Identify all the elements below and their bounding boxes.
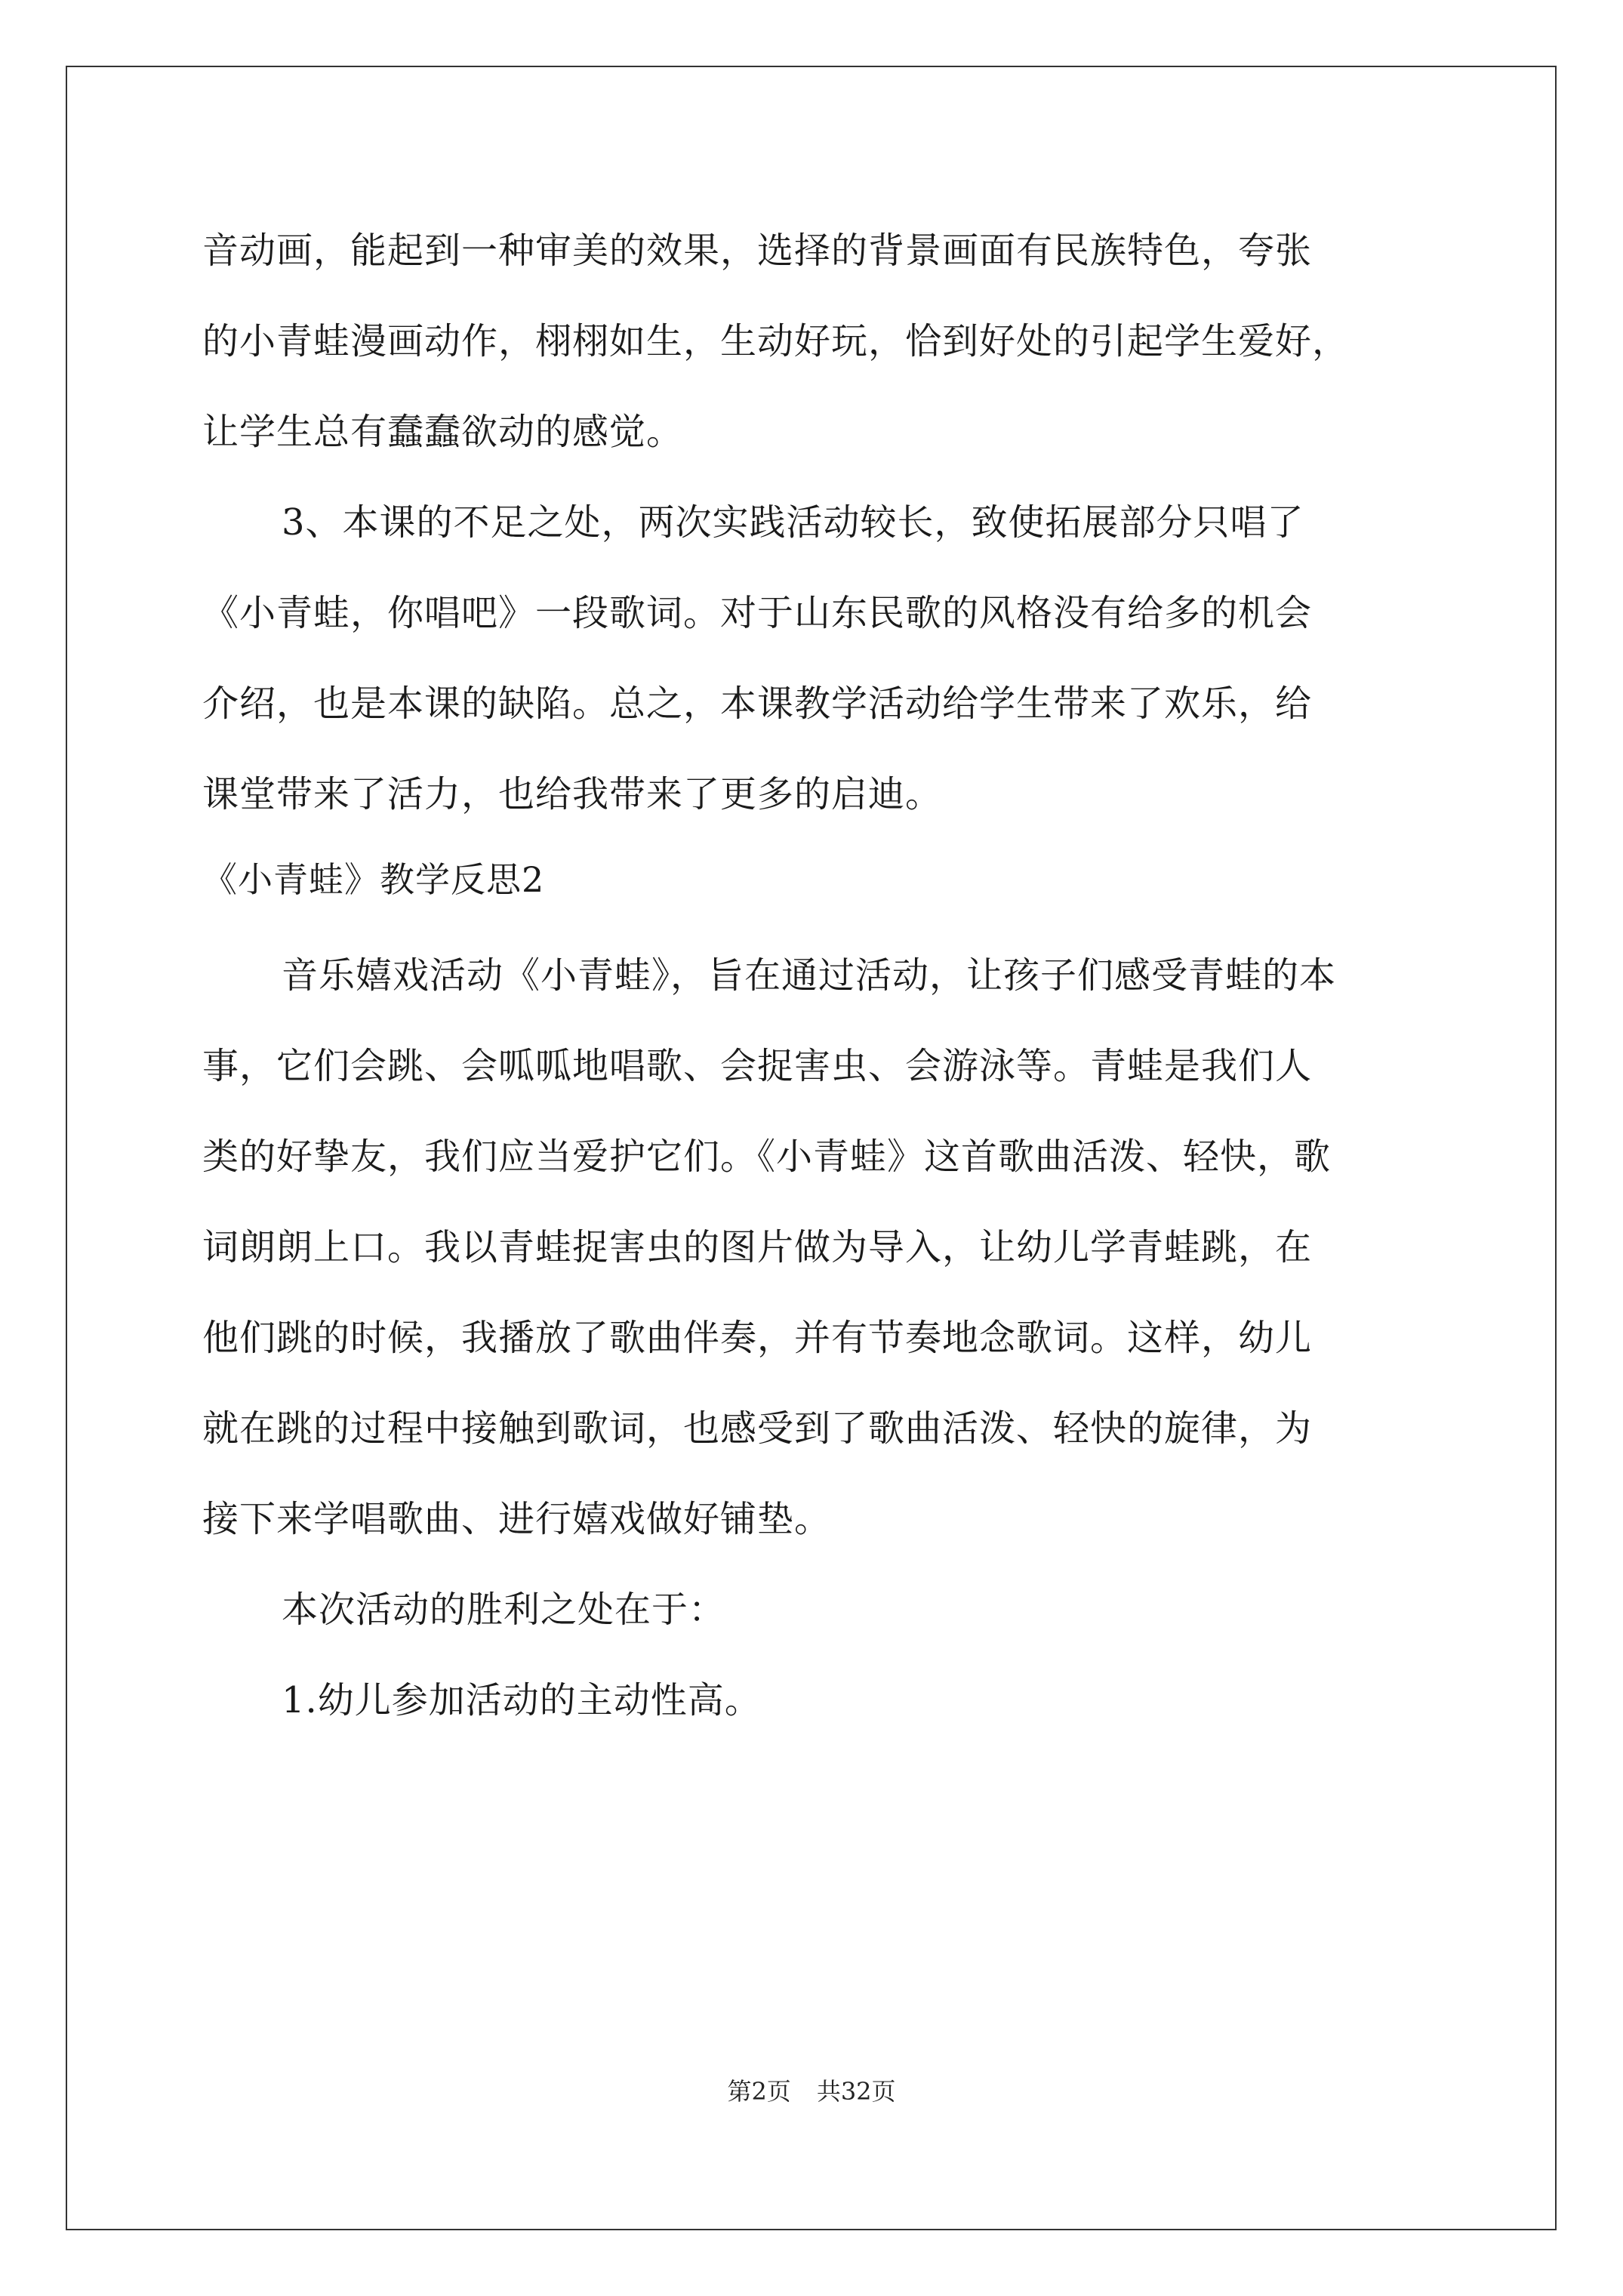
text-line: 让学生总有蠢蠢欲动的感觉。 [202,411,684,453]
page-number: 第2页 [727,2077,791,2106]
text-line: 的小青蛙漫画动作，栩栩如生，生动好玩，恰到好处的引起学生爱好， [202,320,1350,362]
text-line: 介绍，也是本课的缺陷。总之，本课教学活动给学生带来了欢乐，给 [202,683,1313,725]
text-line: 事，它们会跳、会呱呱地唱歌、会捉害虫、会游泳等。青蛙是我们人 [202,1045,1313,1087]
text-line: 类的好挚友，我们应当爱护它们。《小青蛙》这首歌曲活泼、轻快，歌 [202,1136,1332,1178]
text-line: 他们跳的时候，我播放了歌曲伴奏，并有节奏地念歌词。这样，幼儿 [202,1317,1313,1359]
text-line: 3、本课的不足之处，两次实践活动较长，致使拓展部分只唱了 [282,501,1304,544]
text-line: 本次活动的胜利之处在于： [282,1589,726,1631]
page-footer [0,2076,1623,2106]
text-line: 词朗朗上口。我以青蛙捉害虫的图片做为导入，让幼儿学青蛙跳，在 [202,1226,1313,1268]
text-line: 就在跳的过程中接触到歌词，也感受到了歌曲活泼、轻快的旋律，为 [202,1407,1313,1450]
list-item: 1.幼儿参加活动的主动性高。 [282,1679,762,1721]
text-line: 《小青蛙，你唱吧》一段歌词。对于山东民歌的风格没有给多的机会 [202,592,1313,634]
text-line: 音动画，能起到一种审美的效果，选择的背景画面有民族特色，夸张 [202,230,1313,272]
text-line: 接下来学唱歌曲、进行嬉戏做好铺垫。 [202,1498,832,1540]
page-total: 共32页 [816,2077,896,2106]
section-heading: 《小青蛙》教学反思2 [202,859,545,900]
text-line: 音乐嬉戏活动《小青蛙》，旨在通过活动，让孩子们感受青蛙的本 [282,954,1337,997]
text-line: 课堂带来了活力，也给我带来了更多的启迪。 [202,773,943,815]
